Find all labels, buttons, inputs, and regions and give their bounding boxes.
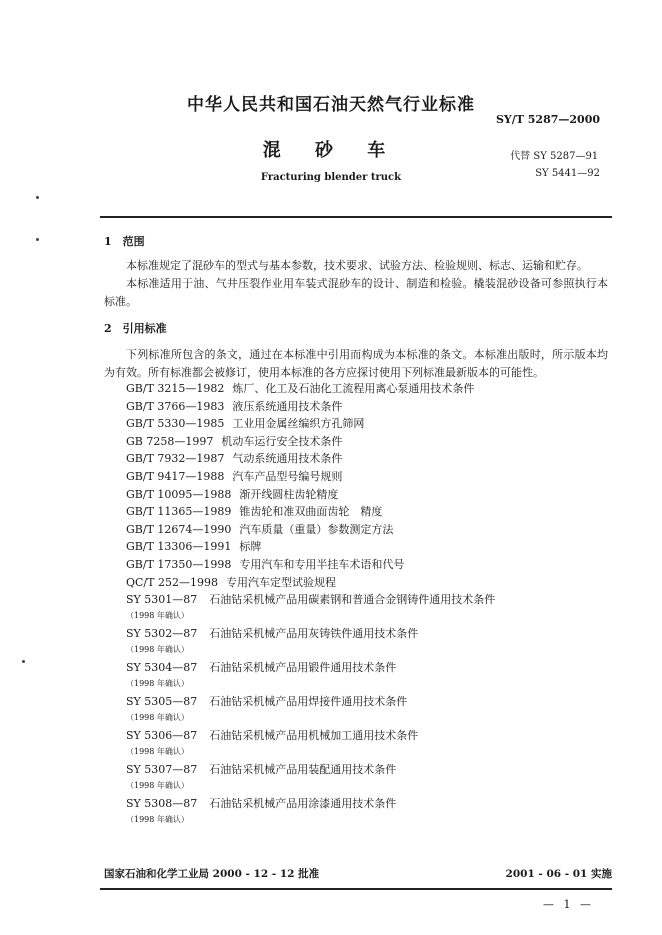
ref-code: SY 5302—87	[126, 627, 198, 641]
issuer-approval: 国家石油和化学工业局 2000 - 12 - 12 批准	[104, 868, 320, 880]
standard-number: SY/T 5287—2000	[495, 113, 600, 126]
ref-code: SY 5305—87	[126, 695, 198, 709]
ref-confirm-note: （1998 年确认）	[126, 645, 189, 655]
reference-list	[126, 380, 495, 829]
list-item	[126, 503, 495, 521]
list-item	[126, 521, 495, 539]
list-item	[126, 486, 495, 504]
ref-code: GB/T 7932—1987	[126, 452, 225, 466]
ref-confirm-note: （1998 年确认）	[126, 713, 189, 723]
ref-code: SY 5304—87	[126, 661, 198, 675]
list-item	[126, 433, 495, 451]
footer-rule	[100, 888, 612, 890]
list-item	[126, 415, 495, 433]
ref-code: GB/T 9417—1988	[126, 469, 225, 483]
ref-name: 锥齿轮和准双曲面齿轮 精度	[239, 505, 383, 519]
list-item	[126, 727, 495, 761]
ref-name: 石油钻采机械产品用灰铸铁件通用技术条件	[209, 627, 419, 641]
list-item	[126, 659, 495, 693]
scan-speck	[22, 660, 25, 663]
ref-name: 石油钻采机械产品用机械加工通用技术条件	[209, 729, 419, 743]
ref-code: GB/T 10095—1988	[126, 487, 232, 501]
list-item	[126, 380, 495, 398]
ref-name: 渐开线圆柱齿轮精度	[239, 487, 339, 501]
ref-confirm-note: （1998 年确认）	[126, 781, 189, 791]
scan-speck	[36, 238, 39, 241]
replaces-line-1: 代替 SY 5287—91	[510, 151, 599, 162]
ref-code: SY 5301—87	[126, 593, 198, 607]
header-rule	[100, 216, 612, 218]
scope-paragraph: 本标准适用于油、气井压裂作业用车装式混砂车的设计、制造和检验。橇装混砂设备可参照执行本标准。	[104, 277, 608, 308]
list-item	[126, 538, 495, 556]
ref-name: 机动车运行安全技术条件	[221, 434, 343, 448]
ref-confirm-note: （1998 年确认）	[126, 815, 189, 825]
ref-confirm-note: （1998 年确认）	[126, 611, 189, 621]
list-item	[126, 625, 495, 659]
ref-code: GB/T 17350—1998	[126, 557, 232, 571]
page-number: — 1 —	[543, 898, 594, 911]
ref-name: 专用汽车和专用半挂车术语和代号	[239, 557, 405, 571]
scope-paragraph: 本标准规定了混砂车的型式与基本参数，技术要求、试验方法、检验规则、标志、运输和贮存。	[126, 259, 588, 272]
ref-code: SY 5308—87	[126, 797, 198, 811]
document-title: 混 砂 车	[262, 140, 400, 161]
list-item	[126, 468, 495, 486]
ref-code: GB/T 3766—1983	[126, 399, 225, 413]
ref-name: 气动系统通用技术条件	[232, 452, 343, 466]
ref-code: SY 5307—87	[126, 763, 198, 777]
list-item	[126, 795, 495, 829]
ref-code: SY 5306—87	[126, 729, 198, 743]
ref-name: 专用汽车定型试验规程	[225, 575, 336, 589]
ref-name: 石油钻采机械产品用涂漆通用技术条件	[209, 797, 397, 811]
ref-name: 石油钻采机械产品用碳素钢和普通合金钢铸件通用技术条件	[209, 593, 496, 607]
list-item	[126, 556, 495, 574]
ref-code: GB/T 12674—1990	[126, 522, 232, 536]
document-subtitle: Fracturing blender truck	[260, 172, 402, 183]
ref-name: 石油钻采机械产品用焊接件通用技术条件	[209, 695, 408, 709]
ref-confirm-note: （1998 年确认）	[126, 747, 189, 757]
list-item	[126, 398, 495, 416]
list-item	[126, 591, 495, 625]
list-item	[126, 761, 495, 795]
ref-code: GB/T 3215—1982	[126, 382, 225, 395]
scan-speck	[36, 196, 39, 199]
ref-name: 炼厂、化工及石油化工流程用离心泵通用技术条件	[232, 382, 475, 395]
list-item	[126, 450, 495, 468]
replaces-line-2: SY 5441—92	[535, 168, 600, 179]
ref-name: 石油钻采机械产品用锻件通用技术条件	[209, 661, 397, 675]
ref-name: 标牌	[239, 540, 262, 554]
ref-name: 工业用金属丝编织方孔筛网	[232, 417, 365, 431]
ref-name: 石油钻采机械产品用装配通用技术条件	[209, 763, 397, 777]
ref-name: 汽车质量（重量）参数测定方法	[239, 522, 394, 536]
industry-standard-title: 中华人民共和国石油天然气行业标准	[187, 95, 475, 115]
list-item	[126, 693, 495, 727]
ref-code: GB 7258—1997	[126, 434, 214, 448]
ref-code: GB/T 11365—1989	[126, 505, 232, 519]
section-heading-references: 2 引用标准	[104, 322, 167, 335]
ref-code: QC/T 252—1998	[126, 575, 218, 589]
ref-name: 液压系统通用技术条件	[232, 399, 343, 413]
ref-name: 汽车产品型号编号规则	[232, 469, 343, 483]
implementation-date: 2001 - 06 - 01 实施	[505, 868, 612, 880]
ref-code: GB/T 5330—1985	[126, 417, 225, 431]
ref-confirm-note: （1998 年确认）	[126, 679, 189, 689]
ref-code: GB/T 13306—1991	[126, 540, 232, 554]
list-item	[126, 574, 495, 592]
section-heading-scope: 1 范围	[104, 235, 145, 248]
references-intro: 下列标准所包含的条文，通过在本标准中引用而构成为本标准的条文。本标准出版时，所示版本均为有效。所有标准都会被修订，使用本标准的各方应探讨使用下列标准最新版本的可能性。	[104, 348, 608, 379]
